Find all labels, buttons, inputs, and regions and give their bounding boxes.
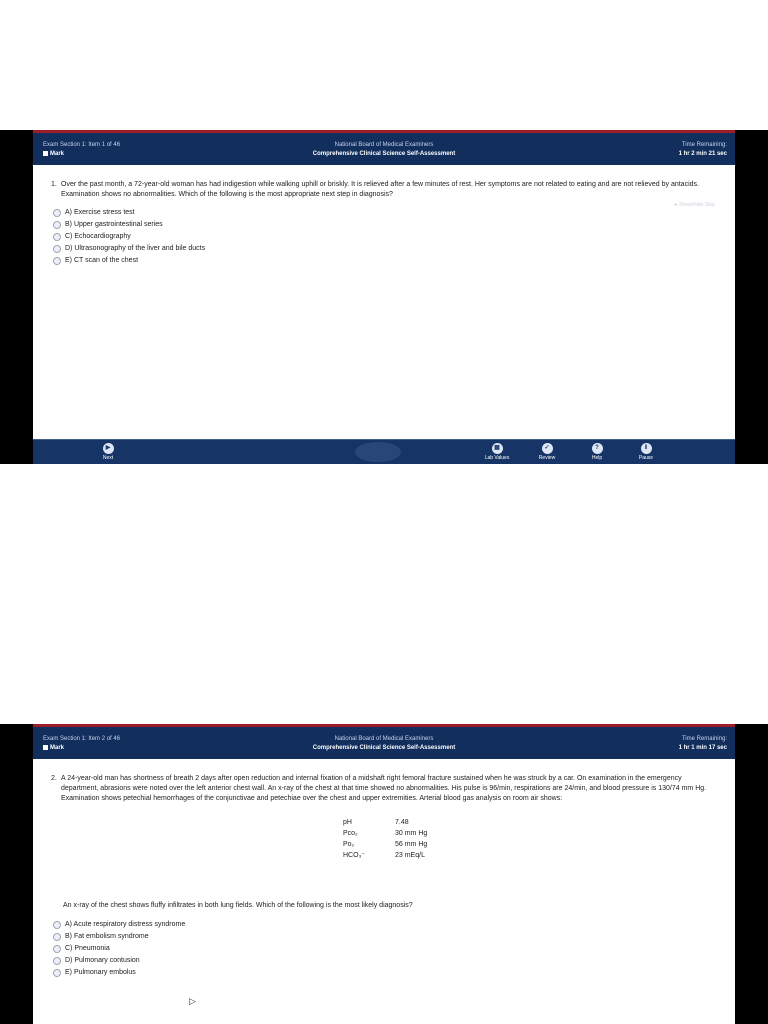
help-question-icon: ?	[592, 443, 603, 454]
lab-value: 30 mm Hg	[395, 830, 428, 837]
time-label: Time Remaining:	[681, 142, 727, 148]
lab-row	[343, 841, 429, 849]
lab-row	[343, 819, 429, 827]
radio-icon[interactable]	[53, 957, 61, 965]
time-remaining: 1 hr 1 min 17 sec	[678, 745, 727, 751]
help-button[interactable]: ? Help	[591, 445, 603, 461]
lab-value: 7.48	[395, 819, 409, 826]
org-name: National Board of Medical Examiners	[334, 736, 434, 742]
radio-icon[interactable]	[53, 233, 61, 241]
radio-icon[interactable]	[53, 933, 61, 941]
answer-option[interactable]: B) Fat embolism syndrome	[53, 931, 185, 943]
exam-header	[33, 130, 735, 165]
nbme-seal-icon	[355, 442, 401, 462]
lab-values-table	[343, 819, 429, 863]
radio-icon[interactable]	[53, 921, 61, 929]
exam-footer	[33, 439, 735, 464]
question-number: 2.	[51, 775, 57, 782]
lab-name: Po₂	[343, 841, 355, 848]
show-hide-step-button[interactable]: ◄ Show/Hide Step	[672, 202, 715, 208]
answer-option[interactable]: D) Pulmonary contusion	[53, 955, 185, 967]
answer-option[interactable]: C) Echocardiography	[53, 231, 205, 243]
pause-button[interactable]: ‖ Pause	[638, 445, 654, 461]
exam-header	[33, 724, 735, 759]
answer-list	[53, 919, 185, 979]
question-stem	[51, 774, 717, 804]
answer-option[interactable]: A) Acute respiratory distress syndrome	[53, 919, 185, 931]
exam-window	[33, 130, 735, 464]
answer-option[interactable]: D) Ultrasonography of the liver and bile ducts	[53, 243, 205, 255]
lab-values-icon: ▦	[492, 443, 503, 454]
radio-icon[interactable]	[53, 969, 61, 977]
question-followup: An x-ray of the chest shows fluffy infiltrates in both lung fields. Which of the following is the most likely diagnosis?	[63, 902, 413, 909]
pause-icon: ‖	[641, 443, 652, 454]
mark-checkbox[interactable]: Mark	[43, 744, 120, 753]
answer-option[interactable]: E) Pulmonary embolus	[53, 967, 185, 979]
answer-list	[53, 207, 205, 267]
item-counter: Exam Section 1: Item 2 of 46	[43, 736, 121, 742]
lab-row	[343, 830, 429, 838]
org-name: National Board of Medical Examiners	[334, 142, 434, 148]
lab-value: 23 mEq/L	[395, 852, 425, 859]
exam-name: Comprehensive Clinical Science Self-Assessment	[312, 151, 456, 157]
answer-option[interactable]: E) CT scan of the chest	[53, 255, 205, 267]
question-text: A 24-year-old man has shortness of breath 2 days after open reduction and internal fixation of a midshaft right femoral fracture sustained when he was struck by a car. On examination in the emergency department, abrasions were noted over the left anterior chest wall. An x-ray of the chest at that time showed no abnormalities. His pulse is 96/min, respirations are 24/min, and blood pressure is 130/74 mm Hg. Examination shows petechial hemorrhages of the conjunctivae and petechiae over the chest and upper extremities. Arterial blood gas analysis on room air shows:	[61, 775, 707, 802]
next-arrow-icon: ▶	[103, 443, 114, 454]
answer-option[interactable]: C) Pneumonia	[53, 943, 185, 955]
mark-checkbox[interactable]: Mark	[43, 150, 120, 159]
radio-icon[interactable]	[53, 945, 61, 953]
review-button[interactable]: ✓ Review	[538, 445, 556, 461]
question-number: 1.	[51, 181, 57, 188]
exam-window	[33, 724, 735, 1024]
exam-screenshot-1	[0, 130, 768, 464]
lab-value: 56 mm Hg	[395, 841, 428, 848]
lab-name: pH	[343, 819, 352, 826]
review-check-icon: ✓	[542, 443, 553, 454]
lab-values-button[interactable]: ▦ Lab Values	[484, 445, 510, 461]
radio-icon[interactable]	[53, 257, 61, 265]
next-button[interactable]: ▶ Next	[102, 445, 114, 461]
mouse-cursor-icon: ▷	[189, 996, 196, 1006]
question-text: Over the past month, a 72-year-old woman has had indigestion while walking uphill or briskly. It is relieved after a few minutes of rest. Her symptoms are not related to eating and are not relieved by antacids. Examination shows no abnormalities. Which of the following is the most appropriate next step in diagnosis?	[61, 181, 699, 198]
radio-icon[interactable]	[53, 209, 61, 217]
lab-name: HCO₃⁻	[343, 852, 366, 859]
radio-icon[interactable]	[53, 221, 61, 229]
time-remaining: 1 hr 2 min 21 sec	[678, 151, 727, 157]
radio-icon[interactable]	[53, 245, 61, 253]
lab-name: Pco₂	[343, 830, 358, 837]
exam-name: Comprehensive Clinical Science Self-Assessment	[312, 745, 456, 751]
item-counter: Exam Section 1: Item 1 of 46	[43, 142, 121, 148]
answer-option[interactable]: B) Upper gastrointestinal series	[53, 219, 205, 231]
question-stem	[51, 180, 717, 200]
answer-option[interactable]: A) Exercise stress test	[53, 207, 205, 219]
lab-row	[343, 852, 429, 860]
exam-screenshot-2	[0, 724, 768, 1024]
time-label: Time Remaining:	[681, 736, 727, 742]
